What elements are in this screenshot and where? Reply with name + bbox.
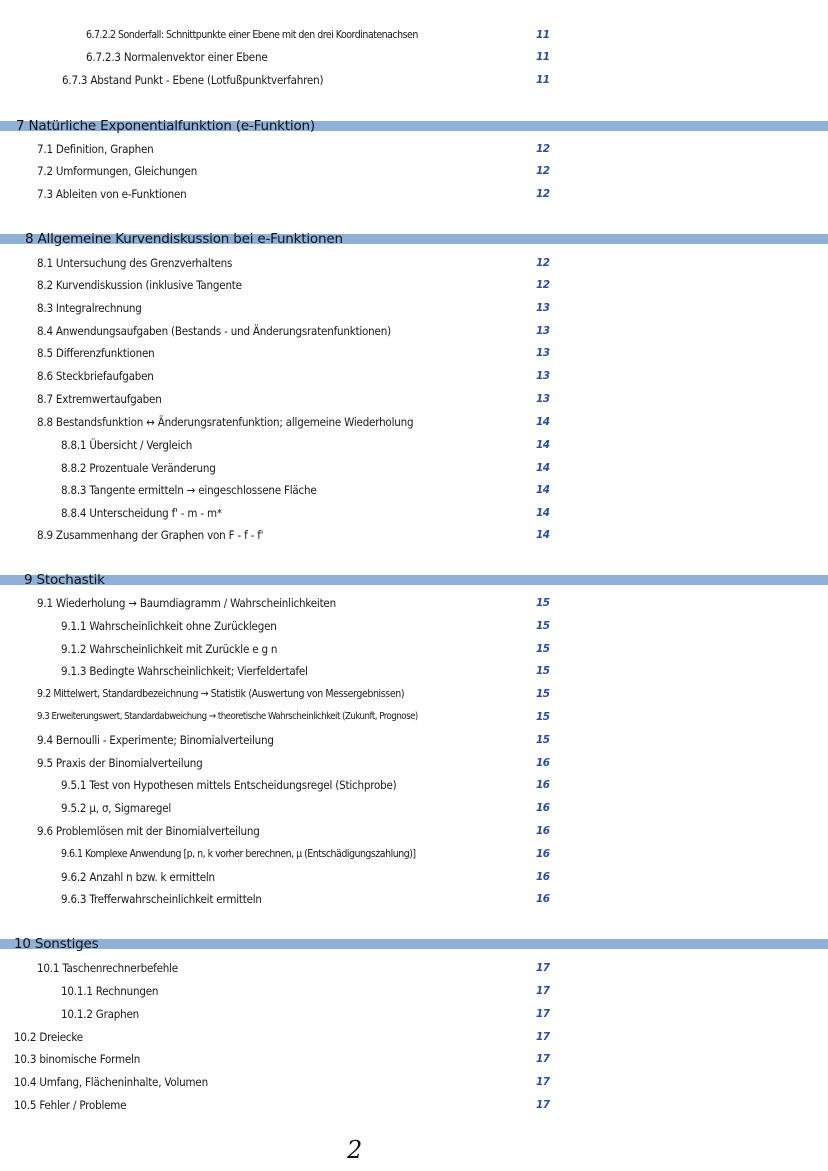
- toc-entry-label: 7.3 Ableiten von e-Funktionen: [37, 187, 187, 201]
- section-highlight: [0, 575, 828, 585]
- toc-entry-page: 12: [536, 279, 550, 291]
- toc-entry-page: 15: [536, 597, 550, 609]
- toc-entry-page: 14: [536, 529, 550, 541]
- toc-entry-page: 15: [536, 711, 550, 723]
- toc-entry: [0, 661, 828, 681]
- section-highlight: [0, 939, 828, 949]
- toc-entry-page: 16: [536, 802, 550, 814]
- toc-entry-page: 14: [536, 439, 550, 451]
- toc-entry-page: 17: [536, 985, 550, 997]
- toc-entry-label: 9.6.2 Anzahl n bzw. k ermitteln: [61, 870, 215, 884]
- toc-entry: [0, 707, 828, 727]
- toc-entry-page: 15: [536, 665, 550, 677]
- toc-entry-label: 10.1.1 Rechnungen: [61, 984, 159, 998]
- toc-entry-page: 12: [536, 143, 550, 155]
- toc-entry: [0, 480, 828, 500]
- toc-entry-page: 16: [536, 871, 550, 883]
- toc-entry-label: 10.4 Umfang, Flächeninhalte, Volumen: [14, 1075, 208, 1089]
- toc-entry-page: 14: [536, 416, 550, 428]
- toc-entry-label: 9.5.2 μ, σ, Sigmaregel: [61, 801, 172, 815]
- section-title: 8 Allgemeine Kurvendiskussion bei e-Funktionen: [25, 231, 343, 247]
- toc-entry: [0, 1004, 828, 1024]
- toc-entry-page: 17: [536, 1008, 550, 1020]
- toc-entry-label: 8.3 Integralrechnung: [37, 301, 142, 315]
- toc-entry: [0, 1027, 828, 1047]
- toc-entry-label: 9.5 Praxis der Binomialverteilung: [37, 756, 203, 770]
- toc-entry: [0, 343, 828, 363]
- toc-entry-label: 8.6 Steckbriefaufgaben: [37, 369, 154, 383]
- toc-entry-label: 7.2 Umformungen, Gleichungen: [37, 164, 198, 178]
- toc-entry-label: 9.6.1 Komplexe Anwendung [p, n, k vorher berechnen, μ (Entschädigungszahlung)]: [61, 848, 416, 860]
- toc-entry-page: 17: [536, 1053, 550, 1065]
- toc-entry-label: 9.1 Wiederholung → Baumdiagramm / Wahrscheinlichkeiten: [37, 596, 336, 610]
- toc-entry-page: 14: [536, 507, 550, 519]
- toc-entry-label: 9.1.2 Wahrscheinlichkeit mit Zurückle e g n: [61, 642, 278, 656]
- toc-entry-page: 15: [536, 620, 550, 632]
- toc-entry-page: 16: [536, 757, 550, 769]
- toc-entry-page: 14: [536, 462, 550, 474]
- toc-entry: [0, 161, 828, 181]
- toc-entry-page: 15: [536, 734, 550, 746]
- toc-entry-page: 17: [536, 1076, 550, 1088]
- toc-entry-label: 8.9 Zusammenhang der Graphen von F - f - f': [37, 528, 264, 542]
- section-heading: [0, 934, 828, 956]
- toc-entry-page: 13: [536, 393, 550, 405]
- toc-entry-page: 12: [536, 257, 550, 269]
- toc-entry: [0, 958, 828, 978]
- toc-entry: [0, 366, 828, 386]
- toc-entry-label: 9.2 Mittelwert, Standardbezeichnung → Statistik (Auswertung von Messergebnissen): [37, 688, 405, 700]
- toc-entry-page: 17: [536, 962, 550, 974]
- toc-entry-label: 8.1 Untersuchung des Grenzverhaltens: [37, 256, 233, 270]
- toc-entry: [0, 593, 828, 613]
- toc-entry: [0, 798, 828, 818]
- toc-entry-page: 12: [536, 188, 550, 200]
- toc-entry: [0, 275, 828, 295]
- toc-entry-label: 8.2 Kurvendiskussion (inklusive Tangente: [37, 278, 242, 292]
- toc-entry: [0, 981, 828, 1001]
- toc-entry: [0, 639, 828, 659]
- toc-entry-page: 15: [536, 688, 550, 700]
- toc-entry: [0, 503, 828, 523]
- toc-entry: [0, 139, 828, 159]
- toc-entry-label: 7.1 Definition, Graphen: [37, 142, 154, 156]
- toc-entry-page: 17: [536, 1099, 550, 1111]
- toc-entry: [0, 412, 828, 432]
- toc-entry-page: 14: [536, 484, 550, 496]
- toc-entry: [0, 844, 828, 864]
- toc-entry-label: 8.8 Bestandsfunktion ↔ Änderungsratenfunktion; allgemeine Wiederholung: [37, 415, 414, 429]
- toc-entry: [0, 70, 828, 90]
- toc-entry: [0, 25, 828, 45]
- toc-entry: [0, 730, 828, 750]
- toc-entry-page: 16: [536, 848, 550, 860]
- toc-entry-label: 6.7.2.3 Normalenvektor einer Ebene: [86, 50, 268, 64]
- toc-entry: [0, 1095, 828, 1115]
- section-heading: [0, 229, 828, 251]
- toc-entry-page: 16: [536, 893, 550, 905]
- toc-entry-label: 8.8.3 Tangente ermitteln → eingeschlossene Fläche: [61, 483, 317, 497]
- toc-entry: [0, 184, 828, 204]
- toc-entry-label: 9.4 Bernoulli - Experimente; Binomialverteilung: [37, 733, 274, 747]
- toc-entry: [0, 753, 828, 773]
- toc-entry-label: 9.5.1 Test von Hypothesen mittels Entscheidungsregel (Stichprobe): [61, 778, 397, 792]
- section-title: 10 Sonstiges: [14, 936, 99, 952]
- toc-entry: [0, 821, 828, 841]
- toc-entry-label: 6.7.2.2 Sonderfall: Schnittpunkte einer Ebene mit den drei Koordinatenachsen: [86, 29, 418, 41]
- toc-entry: [0, 1072, 828, 1092]
- toc-entry-label: 8.8.2 Prozentuale Veränderung: [61, 461, 216, 475]
- toc-entry: [0, 47, 828, 67]
- section-heading: [0, 116, 828, 138]
- toc-entry-label: 8.7 Extremwertaufgaben: [37, 392, 162, 406]
- page-number: 2: [347, 1136, 363, 1164]
- toc-entry-label: 9.6.3 Trefferwahrscheinlichkeit ermitteln: [61, 892, 262, 906]
- toc-entry-label: 8.8.4 Unterscheidung f' - m - m*: [61, 506, 222, 520]
- toc-entry-page: 13: [536, 302, 550, 314]
- toc-entry: [0, 435, 828, 455]
- toc-entry: [0, 775, 828, 795]
- toc-entry-page: 16: [536, 779, 550, 791]
- toc-entry-label: 8.8.1 Übersicht / Vergleich: [61, 438, 193, 452]
- toc-entry-label: 8.4 Anwendungsaufgaben (Bestands - und Änderungsratenfunktionen): [37, 324, 391, 338]
- toc-entry: [0, 321, 828, 341]
- toc-entry: [0, 298, 828, 318]
- toc-entry-label: 9.3 Erweiterungswert, Standardabweichung → theoretische Wahrscheinlichkeit (Zukunft, Prognose): [37, 711, 418, 722]
- toc-entry: [0, 525, 828, 545]
- toc-entry-page: 11: [536, 29, 550, 41]
- toc-entry-page: 13: [536, 325, 550, 337]
- toc-entry: [0, 867, 828, 887]
- section-heading: [0, 570, 828, 592]
- toc-entry: [0, 889, 828, 909]
- toc-entry-label: 10.3 binomische Formeln: [14, 1052, 141, 1066]
- toc-entry: [0, 616, 828, 636]
- toc-entry: [0, 458, 828, 478]
- toc-entry: [0, 684, 828, 704]
- toc-entry: [0, 253, 828, 273]
- section-title: 9 Stochastik: [24, 572, 105, 588]
- toc-entry-page: 11: [536, 51, 550, 63]
- toc-entry: [0, 1049, 828, 1069]
- toc-entry: [0, 389, 828, 409]
- toc-entry-label: 10.2 Dreiecke: [14, 1030, 83, 1044]
- toc-entry-page: 15: [536, 643, 550, 655]
- toc-entry-label: 9.1.1 Wahrscheinlichkeit ohne Zurücklegen: [61, 619, 277, 633]
- toc-entry-page: 17: [536, 1031, 550, 1043]
- toc-entry-page: 13: [536, 347, 550, 359]
- toc-entry-label: 10.5 Fehler / Probleme: [14, 1098, 127, 1112]
- toc-entry-label: 9.1.3 Bedingte Wahrscheinlichkeit; Vierfeldertafel: [61, 664, 308, 678]
- toc-entry-label: 6.7.3 Abstand Punkt - Ebene (Lotfußpunktverfahren): [62, 73, 324, 87]
- toc-entry-label: 10.1.2 Graphen: [61, 1007, 140, 1021]
- toc-entry-page: 12: [536, 165, 550, 177]
- toc-entry-page: 13: [536, 370, 550, 382]
- section-title: 7 Natürliche Exponentialfunktion (e-Funktion): [16, 118, 315, 134]
- toc-entry-label: 9.6 Problemlösen mit der Binomialverteilung: [37, 824, 260, 838]
- toc-entry-label: 8.5 Differenzfunktionen: [37, 346, 155, 360]
- toc-entry-label: 10.1 Taschenrechnerbefehle: [37, 961, 178, 975]
- toc-entry-page: 16: [536, 825, 550, 837]
- toc-entry-page: 11: [536, 74, 550, 86]
